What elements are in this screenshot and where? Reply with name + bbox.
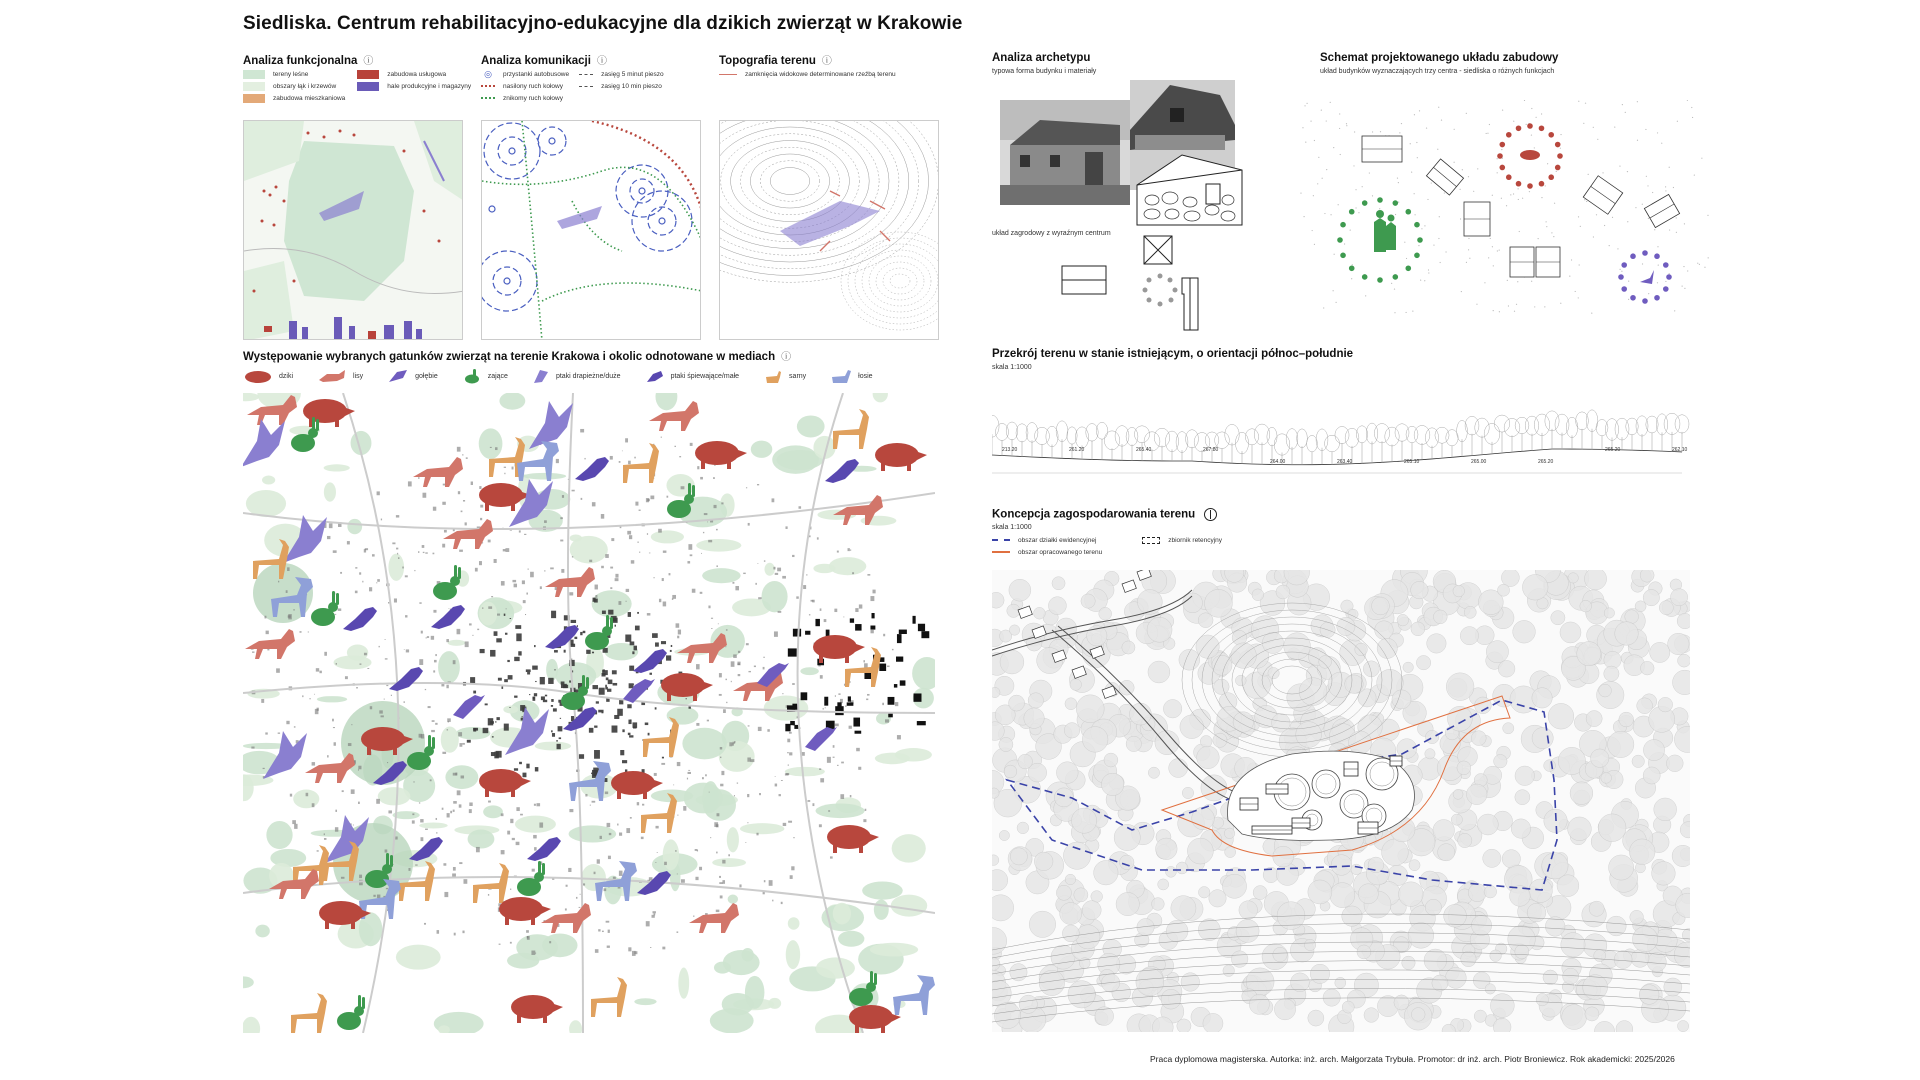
- info-icon[interactable]: ⓘ: [596, 56, 607, 67]
- view-closure-symbol: [719, 74, 737, 75]
- hare-icon: [517, 861, 545, 896]
- legend-label: łosie: [858, 372, 873, 380]
- deer-icon: [763, 368, 783, 384]
- elevation-label: 267.80: [1203, 447, 1219, 453]
- boar-icon: [875, 443, 927, 471]
- terrain-section: [992, 395, 1692, 495]
- legend-label: obszary łąk i krzewów: [273, 82, 337, 90]
- industrial-swatch: [357, 82, 379, 91]
- pigeon-icon: [387, 368, 409, 384]
- elevation-label: 262.10: [1672, 447, 1688, 453]
- legend-label: zasięg 10 min pieszo: [601, 82, 662, 90]
- deer-icon: [291, 993, 327, 1033]
- hare-icon: [462, 368, 482, 384]
- raptor-icon: [243, 419, 285, 467]
- fox-icon: [443, 519, 493, 549]
- farmstead-layout-diagram: [1060, 232, 1210, 332]
- elevation-label: 265.40: [1136, 447, 1152, 453]
- legend-label: obszar działki ewidencyjnej: [1018, 536, 1097, 544]
- elevation-label: 265.20: [1605, 447, 1621, 453]
- deer-icon: [833, 409, 869, 449]
- fox-icon: [317, 368, 347, 384]
- section-heading: Przekrój terenu w stanie istniejącym, o orientacji północ–południe: [992, 348, 1354, 360]
- boar-icon: [695, 441, 747, 469]
- elevation-label: 213.20: [1002, 447, 1018, 453]
- legend-label: zabudowa mieszkaniowa: [273, 94, 346, 102]
- boar-icon: [499, 897, 551, 925]
- boar-icon: [813, 635, 865, 663]
- legend-label: zbiornik retencyjny: [1168, 536, 1223, 544]
- legend-label: ptaki drapieżne/duże: [555, 372, 621, 380]
- info-icon[interactable]: ⓘ: [821, 56, 832, 67]
- legend-label: hale produkcyjne i magazyny: [387, 82, 472, 90]
- parcel-boundary-line: [992, 539, 1010, 541]
- moose-icon: [893, 975, 935, 1015]
- legend-label: zające: [487, 372, 508, 380]
- elevation-label: 263.40: [1337, 459, 1353, 465]
- deer-icon: [643, 717, 679, 757]
- songbird-icon: [389, 667, 423, 691]
- boar-icon: [827, 825, 879, 853]
- archetype-sketch: [1132, 150, 1252, 230]
- functional-heading: Analiza funkcjonalna ⓘ: [243, 55, 374, 67]
- legend-label: zamknięcia widokowe determinowane rzeźbą terenu: [745, 70, 896, 78]
- deer-icon: [591, 977, 627, 1017]
- pigeon-icon: [623, 679, 655, 703]
- legend-label: zasięg 5 minut pieszo: [601, 70, 664, 78]
- boar-icon: [849, 1005, 901, 1033]
- boar-icon: [243, 368, 273, 384]
- site-plan: [992, 570, 1690, 1032]
- light-traffic-line: [481, 97, 495, 99]
- moose-icon: [830, 368, 852, 384]
- legend-label: przystanki autobusowe: [503, 70, 570, 78]
- concept-heading: Koncepcja zagospodarowania terenu: [992, 508, 1217, 521]
- concept-scale: skala 1:1000: [992, 524, 1032, 531]
- legend-label: ptaki śpiewające/małe: [670, 372, 740, 380]
- residential-swatch: [243, 94, 265, 103]
- raptor-icon: [532, 368, 550, 384]
- heavy-traffic-line: [481, 85, 495, 87]
- legend-label: znikomy ruch kołowy: [503, 94, 563, 102]
- project-area-line: [992, 551, 1010, 553]
- archetype-heading: Analiza archetypu: [992, 52, 1091, 64]
- info-icon[interactable]: ⓘ: [781, 352, 792, 363]
- elevation-label: 265.00: [1471, 459, 1487, 465]
- boar-icon: [511, 995, 563, 1023]
- shrub-swatch: [243, 82, 265, 91]
- pigeon-icon: [453, 695, 485, 719]
- legend-label: tereny leśne: [273, 70, 309, 78]
- archetype-photo-1: [1000, 100, 1130, 205]
- raptor-icon: [529, 401, 573, 449]
- range-5-line: [579, 74, 593, 75]
- legend-label: lisy: [353, 372, 364, 380]
- pigeon-icon: [805, 727, 837, 751]
- species-map: [243, 393, 935, 1033]
- species-heading: Występowanie wybranych gatunków zwierząt na terenie Krakowa i okolic odnotowane w mediach ⓘ: [243, 351, 792, 363]
- scheme-subtitle: układ budynków wyznaczających trzy centra - siedliska o różnych funkcjach: [1320, 68, 1555, 75]
- elevation-label: 261.20: [1069, 447, 1085, 453]
- fox-icon: [305, 753, 355, 783]
- archetype-subtitle: typowa forma budynku i materiały: [992, 68, 1097, 75]
- fox-icon: [541, 903, 591, 933]
- songbird-icon: [431, 605, 465, 629]
- legend-label: dziki: [279, 372, 294, 380]
- deer-icon: [473, 863, 509, 903]
- fox-icon: [245, 629, 295, 659]
- fox-icon: [677, 633, 727, 663]
- legend-label: gołębie: [415, 372, 438, 380]
- scheme-diagram: [1300, 100, 1710, 315]
- functional-map: [243, 120, 463, 340]
- legend-label: zabudowa usługowa: [387, 70, 447, 78]
- north-arrow-icon: [1204, 508, 1217, 521]
- range-10-line: [579, 86, 593, 87]
- functional-legend: [243, 68, 473, 104]
- footer-credits: Praca dyplomowa magisterska. Autorka: inż. arch. Małgorzata Trybuła. Promotor: dr inż. arch. Piotr Broniewicz. Rok akademicki: 2025/2026: [1150, 1054, 1675, 1064]
- hare-icon: [337, 995, 365, 1030]
- page-title: Siedliska. Centrum rehabilitacyjno-edukacyjne dla dzikich zwierząt w Krakowie: [243, 13, 963, 34]
- legend-label: nasilony ruch kołowy: [503, 82, 563, 90]
- topography-map: [719, 120, 939, 340]
- species-legend: [243, 368, 873, 384]
- layout-caption: układ zagrodowy z wyraźnym centrum: [992, 230, 1111, 237]
- songbird-icon: [645, 368, 665, 384]
- elevation-label: 264.00: [1270, 459, 1286, 465]
- legend-label: sarny: [789, 372, 807, 380]
- topography-legend: [719, 68, 939, 80]
- topography-heading: Topografia terenu ⓘ: [719, 55, 832, 67]
- elevation-label: 265.20: [1538, 459, 1554, 465]
- scheme-heading: Schemat projektowanego układu zabudowy: [1320, 52, 1559, 64]
- elevation-label: 265.10: [1404, 459, 1420, 465]
- bus-stop-icon: ◎: [484, 68, 492, 79]
- communication-map: [481, 120, 701, 340]
- retention-tank-symbol: [1142, 537, 1160, 544]
- forest-swatch: [243, 70, 265, 79]
- communication-legend: [481, 68, 701, 104]
- legend-label: obszar opracowanego terenu: [1018, 548, 1103, 556]
- hare-icon: [291, 417, 319, 452]
- info-icon[interactable]: ⓘ: [363, 56, 374, 67]
- section-scale: skala 1:1000: [992, 364, 1032, 371]
- songbird-icon: [343, 607, 377, 631]
- songbird-icon: [409, 837, 443, 861]
- hare-icon: [585, 615, 613, 650]
- fox-icon: [413, 457, 463, 487]
- hare-icon: [311, 591, 339, 626]
- concept-legend: [992, 534, 1352, 558]
- fox-icon: [689, 903, 739, 933]
- service-swatch: [357, 70, 379, 79]
- communication-heading: Analiza komunikacji ⓘ: [481, 55, 607, 67]
- songbird-icon: [575, 457, 609, 481]
- songbird-icon: [527, 837, 561, 861]
